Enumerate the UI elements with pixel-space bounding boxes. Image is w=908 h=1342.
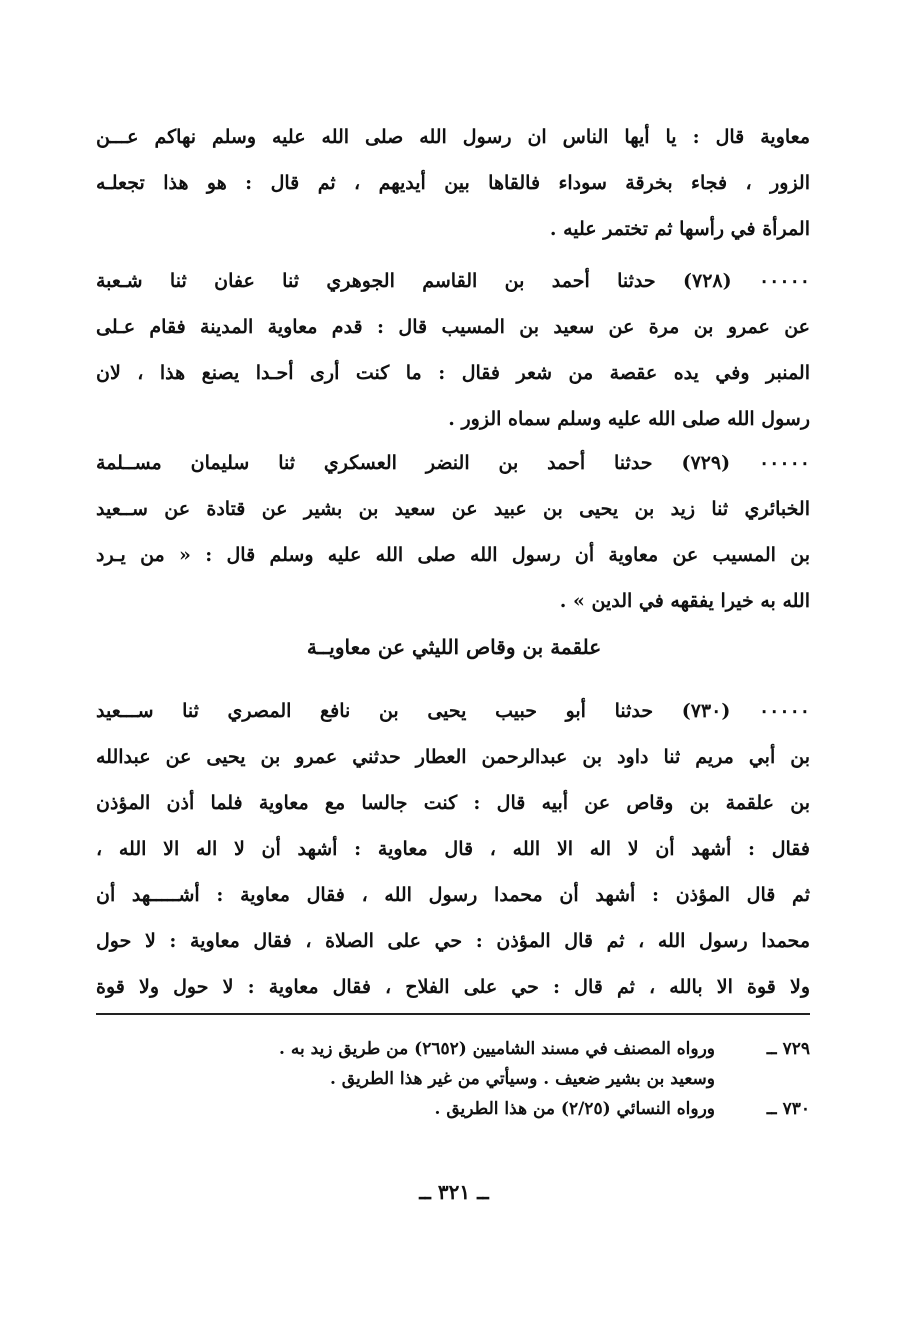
text-line: ٠٠٠٠٠ (٧٣٠) حدثنا أبو حبيب يحيى بن نافع المصري ثنا ســـعيد [96,700,810,722]
hadith-729 [96,440,810,624]
hadith-728 [96,258,810,442]
text-line: الله به خيرا يفقهه في الدين » . [559,590,810,612]
footnote-text: ورواه النسائي (٢/٢٥) من هذا الطريق . [434,1099,715,1119]
paragraph-continuation [96,114,810,252]
text-line: رسول الله صلى الله عليه وسلم سماه الزور . [448,408,810,430]
footnote-number: ٧٢٩ ــ [766,1039,810,1059]
text-line: المنبر وفي يده عقصة من شعر فقال : ما كنت أرى أحـدا يصنع هذا ، لان [96,362,810,384]
text-line: بن أبي مريم ثنا داود بن عبدالرحمن العطار حدثني عمرو بن يحيى عن عبدالله [96,746,810,768]
footnote-text: ورواه المصنف في مسند الشاميين (٢٦٥٢) من طريق زيد به . [279,1039,715,1059]
footnotes [150,1034,810,1124]
text-line: المرأة في رأسها ثم تختمر عليه . [549,218,810,240]
text-line: معاوية قال : يا أيها الناس ان رسول الله صلى الله عليه وسلم نهاكم عـــن [96,126,810,148]
footnote-divider [96,1013,810,1015]
text-line: الخبائري ثنا زيد بن يحيى بن عبيد عن سعيد بن بشير عن قتادة عن ســعيد [96,498,810,520]
footnote-text: وسعيد بن بشير ضعيف . وسيأتي من غير هذا الطريق . [329,1069,715,1089]
section-heading: علقمة بن وقاص الليثي عن معاويــة [306,635,602,659]
text-line: محمدا رسول الله ، ثم قال المؤذن : حي على الصلاة ، فقال معاوية : لا حول [96,930,810,952]
hadith-730 [96,688,810,1010]
text-line: ٠٠٠٠٠ (٧٢٨) حدثنا أحمد بن القاسم الجوهري ثنا عفان ثنا شـعبة [96,270,810,292]
text-line: ٠٠٠٠٠ (٧٢٩) حدثنا أحمد بن النضر العسكري ثنا سليمان مســلمة [96,452,810,474]
page-number: ــ ٣٢١ ــ [419,1180,489,1204]
text-line: الزور ، فجاء بخرقة سوداء فالقاها بين أيديهم ، ثم قال : هو هذا تجعلـه [96,172,810,194]
text-line: بن علقمة بن وقاص عن أبيه قال : كنت جالسا مع معاوية فلما أذن المؤذن [96,792,810,814]
text-line: فقال : أشهد أن لا اله الا الله ، قال معاوية : أشهد أن لا اله الا الله ، [96,838,810,860]
text-line: عن عمرو بن مرة عن سعيد بن المسيب قال : قدم معاوية المدينة فقام عـلى [96,316,810,338]
text-line: بن المسيب عن معاوية أن رسول الله صلى الله عليه وسلم قال : « من يـرد [96,544,810,566]
footnote-number: ٧٣٠ ــ [766,1099,810,1119]
text-line: ثم قال المؤذن : أشهد أن محمدا رسول الله ، فقال معاوية : أشـــــهد أن [96,884,810,906]
text-line: ولا قوة الا بالله ، ثم قال : حي على الفلاح ، فقال معاوية : لا حول ولا قوة [96,976,810,998]
footnote-729 [150,1034,810,1064]
footnote-730 [150,1094,810,1124]
